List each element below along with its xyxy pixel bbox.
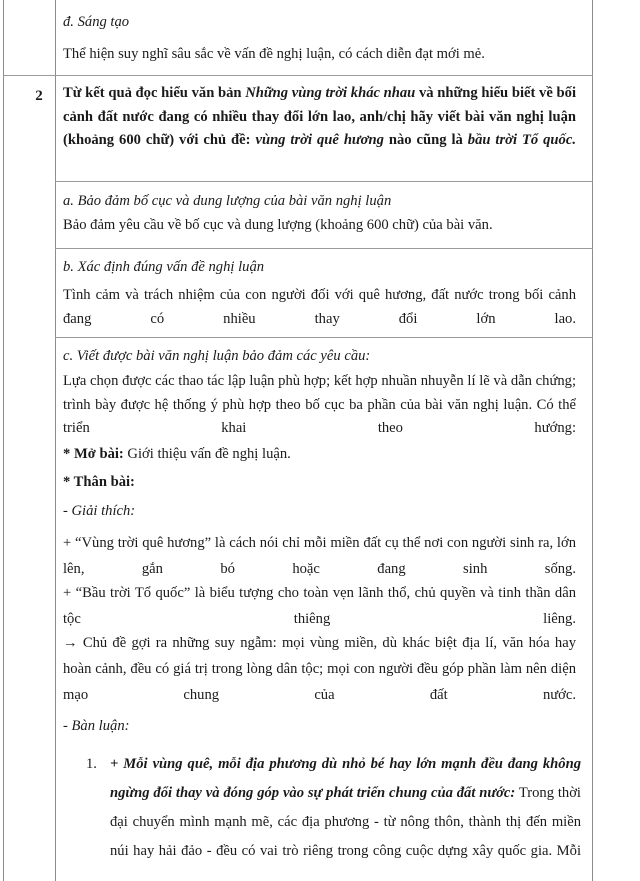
than-bai-label: * Thân bài:: [63, 474, 135, 490]
mo-bai-text: Giới thiệu vấn đề nghị luận.: [123, 446, 291, 462]
mo-bai: [63, 443, 576, 466]
prompt-part: nào cũng là: [383, 132, 468, 148]
mo-bai-label: * Mở bài:: [63, 446, 124, 462]
prompt-theme: vùng trời quê hương: [255, 132, 384, 148]
question-number: 2: [35, 88, 43, 104]
prompt-text-title: Những vùng trời khác nhau: [245, 85, 416, 101]
list-item: [86, 750, 581, 866]
question-prompt: [63, 82, 576, 153]
prompt-part: Từ kết quả đọc hiểu văn bản: [63, 85, 246, 101]
section-b-text: Tình cảm và trách nhiệm của con người đối với quê hương, đất nước trong bối cảnh đang có nhiều thay đổi lớn lao.: [63, 287, 576, 327]
cell-divider: [55, 337, 593, 338]
list-item-bold: + Mỗi vùng quê, mỗi địa phương dù nhỏ bé hay lớn mạnh đều đang không ngừng đổi thay và đóng góp vào sự phát triển chung của đất nước:: [110, 756, 581, 801]
prompt-part: và những hiểu biết về bối cảnh đất nước đang có nhiều thay đổi lớn lao, anh/chị hãy viết bài văn nghị luận (khoảng 600 chữ) với chủ đề:: [63, 85, 576, 148]
table-column-divider: [55, 0, 56, 881]
cell-divider: [55, 248, 593, 249]
giai-thich-point-1: + “Vùng trời quê hương” là cách nói chỉ mỗi miền đất cụ thể nơi con người sinh ra, lớn lên, gắn bó hoặc đang sinh sống.: [63, 535, 576, 577]
table-left-border: [3, 0, 4, 881]
row-divider: [3, 75, 593, 76]
prompt-theme-2: bầu trời Tổ quốc.: [467, 132, 576, 148]
criterion-heading: đ. Sáng tạo: [63, 14, 130, 30]
list-number: 1.: [86, 756, 97, 772]
section-c-heading: c. Viết được bài văn nghị luận bảo đảm các yêu cầu:: [63, 348, 371, 364]
list-item-body: [92, 750, 581, 866]
table-right-border: [592, 0, 593, 881]
list-item-text: Trong thời đại chuyển mình mạnh mẽ, các địa phương - từ nông thôn, thành thị đến miền núi hay hải đảo - đều có vai trò riêng trong công cuộc dựng xây quốc gia. Mỗi: [110, 785, 581, 859]
section-a-heading: a. Bảo đảm bố cục và dung lượng của bài văn nghị luận: [63, 193, 392, 209]
giai-thich-conclusion: → Chủ đề gợi ra những suy ngẫm: mọi vùng miền, dù khác biệt địa lí, văn hóa hay hoàn cảnh, đều có giá trị trong lòng dân tộc; mọi con người đều góp phần làm nên diện mạo chung của đất nước.: [63, 635, 576, 703]
section-c-intro: Lựa chọn được các thao tác lập luận phù hợp; kết hợp nhuần nhuyễn lí lẽ và dẫn chứng; trình bày được hệ thống ý phù hợp theo bố cục ba phần của bài văn nghị luận. Có thể triển khai theo hướng:: [63, 373, 576, 436]
cell-divider: [55, 181, 593, 182]
criterion-text: Thể hiện suy nghĩ sâu sắc về vấn đề nghị luận, có cách diễn đạt mới mẻ.: [63, 46, 485, 62]
giai-thich-label: - Giải thích:: [63, 503, 136, 519]
section-b-heading: b. Xác định đúng vấn đề nghị luận: [63, 259, 265, 275]
giai-thich-point-2: + “Bầu trời Tổ quốc” là biểu tượng cho toàn vẹn lãnh thổ, chủ quyền và tinh thần dân tộc thiêng liêng.: [63, 585, 576, 627]
section-a-text: Bảo đảm yêu cầu về bố cục và dung lượng (khoảng 600 chữ) của bài văn.: [63, 217, 493, 233]
ban-luan-label: - Bàn luận:: [63, 718, 130, 734]
